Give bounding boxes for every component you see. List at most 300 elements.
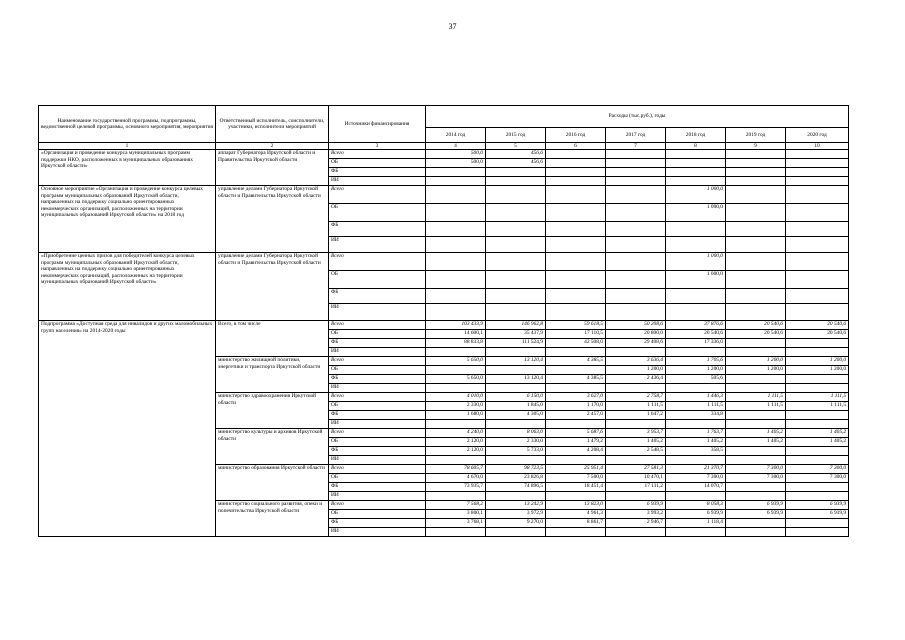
row-value (426, 348, 486, 357)
row-value (666, 222, 726, 237)
row-executor: министерство культуры и архивов Иркутской области (216, 429, 329, 465)
header-name: Наименование государственной программы, подпрограммы, ведомственной целевой программы, основного мероприятия, мероприятия (39, 106, 216, 143)
row-value: 21 370,7 (666, 465, 726, 474)
row-value (786, 384, 849, 393)
row-value (606, 159, 666, 168)
row-value (426, 420, 486, 429)
row-value (726, 456, 786, 465)
row-value (786, 253, 849, 271)
row-value (666, 237, 726, 253)
row-value: 500,0 (426, 159, 486, 168)
header-source: Источники финансирования (329, 106, 426, 143)
row-value (486, 204, 546, 222)
row-value: 20 540,6 (726, 321, 786, 330)
row-value: 1 200,0 (666, 366, 726, 375)
row-value: 1 405,2 (606, 438, 666, 447)
row-value (606, 150, 666, 159)
row-value (546, 168, 606, 177)
row-value (666, 289, 726, 304)
row-value (726, 289, 786, 304)
row-value (486, 366, 546, 375)
row-value: 98 723,5 (486, 465, 546, 474)
row-value (726, 483, 786, 492)
row-value (546, 384, 606, 393)
row-value (486, 348, 546, 357)
row-value (426, 528, 486, 537)
row-value: 334,8 (666, 411, 726, 420)
row-value (786, 150, 849, 159)
row-value (546, 186, 606, 204)
row-value: 500,0 (426, 150, 486, 159)
row-value (666, 420, 726, 429)
row-source: ОБ (329, 330, 426, 339)
row-value (666, 456, 726, 465)
row-source: ФБ (329, 447, 426, 456)
row-value: 4 670,0 (426, 474, 486, 483)
row-value (786, 447, 849, 456)
row-value: 1 111,5 (726, 402, 786, 411)
row-value: 1 647,2 (606, 411, 666, 420)
header-executor: Ответственный исполнитель, соисполнители, участники, исполнители мероприятий (216, 106, 329, 143)
row-value (606, 177, 666, 186)
row-value (786, 237, 849, 253)
row-value (786, 348, 849, 357)
row-source: ИИ (329, 177, 426, 186)
row-source: Всего (329, 357, 426, 366)
row-value: 14 070,7 (666, 483, 726, 492)
header-year: 2017 год (606, 128, 666, 143)
row-source: ФБ (329, 519, 426, 528)
row-value: 1 200,0 (606, 366, 666, 375)
row-value: 1 763,7 (666, 429, 726, 438)
row-value (666, 528, 726, 537)
row-value (786, 289, 849, 304)
row-source: ИИ (329, 420, 426, 429)
row-value: 4 385,5 (546, 357, 606, 366)
row-value: 88 833,8 (426, 339, 486, 348)
row-value (726, 186, 786, 204)
row-value: 4 208,4 (546, 447, 606, 456)
header-col-number: 8 (666, 143, 726, 150)
row-source: ОБ (329, 474, 426, 483)
row-value: 3 993,2 (606, 510, 666, 519)
row-value: 73 935,7 (426, 483, 486, 492)
row-value: 7 300,0 (726, 474, 786, 483)
row-value (666, 168, 726, 177)
row-value: 14 600,1 (426, 330, 486, 339)
row-value (726, 237, 786, 253)
row-value: 4 961,3 (546, 510, 606, 519)
row-source: Всего (329, 321, 426, 330)
row-value: 20 540,6 (726, 330, 786, 339)
row-value: 1 111,5 (606, 402, 666, 411)
row-value (666, 159, 726, 168)
row-source: Всего (329, 465, 426, 474)
row-value: 4 010,0 (426, 393, 486, 402)
row-value (426, 384, 486, 393)
row-value (486, 168, 546, 177)
table-row (39, 150, 849, 159)
header-col-number: 10 (786, 143, 849, 150)
row-value: 146 962,8 (486, 321, 546, 330)
row-value (606, 204, 666, 222)
row-value: 5 650,0 (426, 375, 486, 384)
row-value: 1 111,5 (666, 402, 726, 411)
row-value: 1 200,0 (726, 366, 786, 375)
row-value: 35 437,9 (486, 330, 546, 339)
row-value: 1 000,0 (666, 204, 726, 222)
row-value: 1 446,3 (666, 393, 726, 402)
row-executor: министерство социального развития, опеки и попечительства Иркутской области (216, 501, 329, 537)
row-value: 6 939,9 (606, 501, 666, 510)
row-value (726, 411, 786, 420)
row-value (546, 348, 606, 357)
row-value (426, 289, 486, 304)
row-value (726, 150, 786, 159)
row-value: 3 953,7 (606, 429, 666, 438)
row-value: 111 524,9 (486, 339, 546, 348)
row-value: 27 581,3 (606, 465, 666, 474)
row-value: 1 200,0 (786, 366, 849, 375)
row-value (606, 304, 666, 321)
row-value (786, 420, 849, 429)
row-value (546, 289, 606, 304)
row-value: 1 000,0 (666, 186, 726, 204)
row-value (606, 420, 666, 429)
row-value (726, 519, 786, 528)
row-value (606, 348, 666, 357)
row-source: ИИ (329, 304, 426, 321)
row-value (546, 456, 606, 465)
row-value (546, 222, 606, 237)
row-name: Основное мероприятие «Организация и проведение конкурса целевых программ муниципальных образований Иркутской области, направленных на поддержку социально ориентированных некоммерческих организаций, расположенных на территории муниципальных образований Иркутской области» на 2018 год (39, 186, 216, 253)
row-value (726, 168, 786, 177)
row-value (546, 492, 606, 501)
row-source: ОБ (329, 159, 426, 168)
row-value (546, 237, 606, 253)
row-source: Всего (329, 186, 426, 204)
row-value (726, 420, 786, 429)
row-value (606, 186, 666, 204)
row-value: 1 000,0 (666, 253, 726, 271)
row-value: 3 972,9 (486, 510, 546, 519)
row-value (666, 150, 726, 159)
row-source: ОБ (329, 366, 426, 375)
row-value (786, 339, 849, 348)
row-value (426, 366, 486, 375)
header-year: 2019 год (726, 128, 786, 143)
row-value: 7 300,0 (726, 465, 786, 474)
row-value: 37 876,6 (666, 321, 726, 330)
row-value: 20 800,0 (606, 330, 666, 339)
table-row (39, 253, 849, 271)
row-source: ФБ (329, 375, 426, 384)
row-value (786, 204, 849, 222)
row-value: 5 650,0 (426, 357, 486, 366)
row-source: ФБ (329, 339, 426, 348)
row-value (786, 411, 849, 420)
row-value (606, 237, 666, 253)
row-value: 6 150,0 (486, 393, 546, 402)
row-value: 1 200,0 (726, 357, 786, 366)
row-value: 7 300,0 (666, 474, 726, 483)
row-value (606, 384, 666, 393)
row-value (486, 528, 546, 537)
row-value: 3 800,1 (426, 510, 486, 519)
row-value (546, 528, 606, 537)
row-value: 1 000,0 (666, 271, 726, 289)
row-source: ИИ (329, 492, 426, 501)
row-value (786, 304, 849, 321)
table-body (39, 150, 849, 537)
row-value: 50 208,6 (606, 321, 666, 330)
row-source: ИИ (329, 384, 426, 393)
header-col-number: 5 (486, 143, 546, 150)
row-value (486, 492, 546, 501)
row-value (486, 271, 546, 289)
row-value (546, 420, 606, 429)
row-value: 1 405,2 (666, 438, 726, 447)
row-name: «Организация и проведение конкурса муниципальных программ поддержки НКО, расположенных в муниципальных образованиях Иркутской области» (39, 150, 216, 186)
row-source: ОБ (329, 402, 426, 411)
row-source: Всего (329, 150, 426, 159)
header-year: 2014 год (426, 128, 486, 143)
row-value: 2 457,0 (546, 411, 606, 420)
row-value: 6 939,9 (726, 510, 786, 519)
row-value (426, 271, 486, 289)
row-value: 1 200,0 (786, 357, 849, 366)
row-value: 17 111,2 (606, 483, 666, 492)
row-value: 13 823,0 (546, 501, 606, 510)
row-source: ИИ (329, 348, 426, 357)
row-value (426, 177, 486, 186)
row-value: 1 111,5 (786, 393, 849, 402)
row-value: 4 385,5 (546, 375, 606, 384)
row-value (666, 492, 726, 501)
row-value (666, 177, 726, 186)
row-value: 7 568,2 (426, 501, 486, 510)
row-value: 1 405,2 (786, 429, 849, 438)
row-name: Подпрограмма «Доступная среда для инвалидов и других маломобильных групп населения» на 2014-2020 годы (39, 321, 216, 537)
row-executor: министерство образования Иркутской области (216, 465, 329, 501)
header-year: 2016 год (546, 128, 606, 143)
row-value: 13 120,4 (486, 375, 546, 384)
row-value (486, 177, 546, 186)
row-value (666, 304, 726, 321)
row-value: 8 058,3 (666, 501, 726, 510)
row-value (666, 384, 726, 393)
row-value (486, 237, 546, 253)
row-source: ОБ (329, 204, 426, 222)
row-value (486, 456, 546, 465)
row-value: 1 118,4 (666, 519, 726, 528)
row-value (486, 253, 546, 271)
row-value: 1 405,2 (786, 438, 849, 447)
row-value (606, 253, 666, 271)
row-value: 7 300,0 (786, 474, 849, 483)
row-value (786, 186, 849, 204)
row-value: 1 845,0 (486, 402, 546, 411)
row-value: 3 768,1 (426, 519, 486, 528)
row-value (486, 384, 546, 393)
row-value (426, 237, 486, 253)
row-value: 18 451,4 (546, 483, 606, 492)
header-col-number: 7 (606, 143, 666, 150)
header-expenses: Расходы (тыс.руб.), годы (426, 106, 849, 128)
row-value: 1 405,2 (726, 438, 786, 447)
row-value: 7 500,0 (546, 474, 606, 483)
row-value (726, 384, 786, 393)
row-source: ИИ (329, 456, 426, 465)
row-value (426, 253, 486, 271)
row-source: Всего (329, 501, 426, 510)
row-value: 10 470,1 (606, 474, 666, 483)
row-value (726, 271, 786, 289)
row-value (726, 177, 786, 186)
budget-table (38, 105, 849, 537)
row-value: 5 733,0 (486, 447, 546, 456)
row-value: 4 240,0 (426, 429, 486, 438)
row-executor: аппарат Губернатора Иркутской области и Правительства Иркутской области (216, 150, 329, 186)
row-value: 2 548,5 (606, 447, 666, 456)
row-source: ОБ (329, 438, 426, 447)
row-value: 9 270,0 (486, 519, 546, 528)
row-value: 42 508,0 (546, 339, 606, 348)
table-header (39, 106, 849, 150)
row-value: 1 111,5 (726, 393, 786, 402)
row-value: 103 433,9 (426, 321, 486, 330)
row-source: Всего (329, 393, 426, 402)
row-executor: министерство здравоохранения Иркутской области (216, 393, 329, 429)
header-year: 2018 год (666, 128, 726, 143)
row-value (546, 150, 606, 159)
row-value: 2 436,4 (606, 375, 666, 384)
row-source: Всего (329, 253, 426, 271)
row-value: 3 627,0 (546, 393, 606, 402)
row-value (546, 304, 606, 321)
row-value: 74 896,5 (486, 483, 546, 492)
row-value: 3 636,4 (606, 357, 666, 366)
header-col-number: 9 (726, 143, 786, 150)
row-value (426, 204, 486, 222)
row-value (606, 456, 666, 465)
row-source: ФБ (329, 411, 426, 420)
row-value (426, 492, 486, 501)
row-value (786, 177, 849, 186)
row-source: ИИ (329, 528, 426, 537)
row-source: ФБ (329, 289, 426, 304)
row-value: 6 939,9 (726, 501, 786, 510)
row-value (726, 204, 786, 222)
row-value: 29 408,6 (606, 339, 666, 348)
row-value (606, 271, 666, 289)
row-value: 2 946,7 (606, 519, 666, 528)
row-value (786, 456, 849, 465)
row-value (606, 168, 666, 177)
row-value (546, 204, 606, 222)
row-value (726, 492, 786, 501)
row-value: 2 120,0 (426, 438, 486, 447)
header-year: 2015 год (486, 128, 546, 143)
page-number: 37 (448, 22, 457, 31)
row-source: Всего (329, 429, 426, 438)
row-value (606, 222, 666, 237)
row-value (726, 339, 786, 348)
row-value: 8 063,0 (486, 429, 546, 438)
row-value (546, 177, 606, 186)
row-value (786, 159, 849, 168)
row-executor: Всего, в том числе (216, 321, 329, 357)
header-col-number: 3 (329, 143, 426, 150)
row-value: 20 540,6 (786, 321, 849, 330)
row-value (786, 519, 849, 528)
row-value (786, 222, 849, 237)
row-value: 6 939,9 (786, 501, 849, 510)
row-value: 5 687,6 (546, 429, 606, 438)
row-value (786, 492, 849, 501)
row-executor: министерство жилищной политики, энергетики и транспорта Иркутской области (216, 357, 329, 393)
row-value: 8 861,7 (546, 519, 606, 528)
row-value: 1 680,0 (426, 411, 486, 420)
row-source: ФБ (329, 168, 426, 177)
row-value (486, 222, 546, 237)
row-value: 2 330,0 (486, 438, 546, 447)
row-value: 1 111,5 (786, 402, 849, 411)
row-value: 7 300,0 (786, 465, 849, 474)
row-value: 1 405,2 (726, 429, 786, 438)
row-value: 1 170,0 (546, 402, 606, 411)
row-source: ИИ (329, 237, 426, 253)
row-value (606, 289, 666, 304)
row-value: 13 242,9 (486, 501, 546, 510)
row-value (726, 528, 786, 537)
row-value: 2 758,7 (606, 393, 666, 402)
row-value (426, 304, 486, 321)
row-value: 2 120,0 (426, 447, 486, 456)
row-value: 358,5 (666, 447, 726, 456)
row-value (786, 168, 849, 177)
row-value (726, 222, 786, 237)
header-col-number: 1 (39, 143, 216, 150)
row-value (426, 222, 486, 237)
row-value: 59 618,5 (546, 321, 606, 330)
row-value: 13 120,4 (486, 357, 546, 366)
row-source: ОБ (329, 510, 426, 519)
row-source: ОБ (329, 271, 426, 289)
row-value (486, 289, 546, 304)
header-col-number: 6 (546, 143, 606, 150)
row-value (486, 304, 546, 321)
row-value: 4 305,0 (486, 411, 546, 420)
row-value (426, 168, 486, 177)
row-value: 2 330,0 (426, 402, 486, 411)
row-value: 456,6 (486, 159, 546, 168)
row-source: ФБ (329, 222, 426, 237)
row-value (426, 456, 486, 465)
row-executor: управление делами Губернатора Иркутской области и Правительства Иркутской области (216, 253, 329, 321)
row-value (786, 528, 849, 537)
row-value (786, 375, 849, 384)
row-value: 23 826,8 (486, 474, 546, 483)
row-executor: управление делами Губернатора Иркутской области и Правительства Иркутской области (216, 186, 329, 253)
row-value (606, 528, 666, 537)
header-year: 2020 год (786, 128, 849, 143)
row-value (726, 348, 786, 357)
row-value: 456,6 (486, 150, 546, 159)
row-value (606, 492, 666, 501)
row-value (786, 483, 849, 492)
row-value (486, 186, 546, 204)
